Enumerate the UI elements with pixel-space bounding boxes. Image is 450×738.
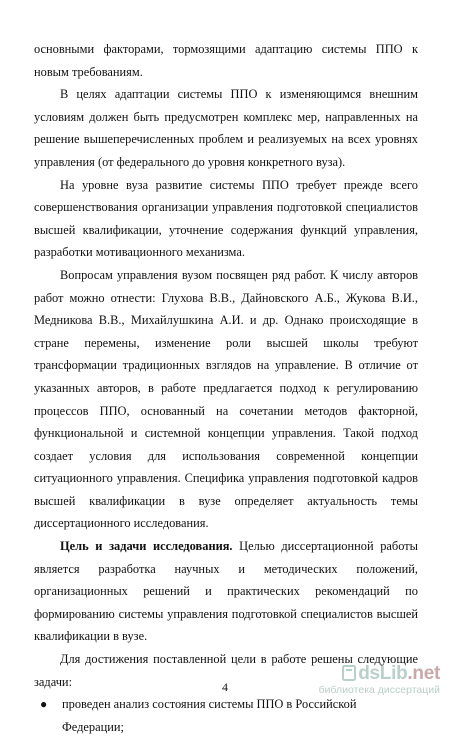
bullet-icon: ● xyxy=(40,697,48,712)
goal-paragraph xyxy=(34,535,418,648)
watermark-subtitle: библиотека диссертаций xyxy=(318,684,440,696)
paragraph-1: основными факторами, тормозящими адаптацию системы ППО к новым требованиям. xyxy=(34,42,418,79)
book-logo-icon xyxy=(342,665,356,681)
list-item-text: проведен анализ состояния системы ППО в Российской Федерации; xyxy=(62,697,357,734)
paragraph-4: Вопросам управления вузом посвящен ряд работ. К числу авторов работ можно отнести: Глухова В.В., Дайновского А.Б., Жукова В.И., Медникова В.В., Михайлушкина А.И. и др. Однако происходящие в стране перемены, изменение роли высшей школы требуют трансформации традиционных взглядов на управление. В отличие от указанных авторов, в работе предлагается подход к регулированию процессов ППО, основанный на сочетании методов факторной, функциональной и системной концепции управления. Такой подход создает условия для использования современной концепции ситуационного управления. Специфика управления подготовкой кадров высшей квалификации в вузе определяет актуальность темы диссертационного исследования. xyxy=(34,267,418,531)
page-number: 4 xyxy=(222,680,228,694)
goal-heading: Цель и задачи исследования. xyxy=(60,539,233,554)
paragraph-2: В целях адаптации системы ППО к изменяющимся внешним условиям должен быть предусмотрен комплекс мер, направленных на решение вышеперечисленных проблем и реализуемых на всех уровнях управления (от федерального до уровня конкретного вуза). xyxy=(34,87,418,169)
tasks-intro: Для достижения поставленной цели в работе решены следующие задачи: xyxy=(34,652,418,689)
paragraph-3: На уровне вуза развитие системы ППО требует прежде всего совершенствования организации управления подготовкой специалистов высшей квалификации, уточнение содержания функций управления, разработки мотивационного механизма. xyxy=(34,177,418,260)
watermark-brand-main: dsLib xyxy=(358,663,408,684)
goal-text: Целью диссертационной работы является разработка научных и методических положений, организационных решений и практических рекомендаций по формированию системы управления подготовкой специалистов высшей квалификации в вузе. xyxy=(34,539,418,644)
list-item xyxy=(34,693,418,738)
watermark-brand xyxy=(319,664,440,684)
watermark[interactable] xyxy=(319,664,440,696)
watermark-brand-domain: .net xyxy=(407,663,440,684)
body-text xyxy=(34,38,418,738)
